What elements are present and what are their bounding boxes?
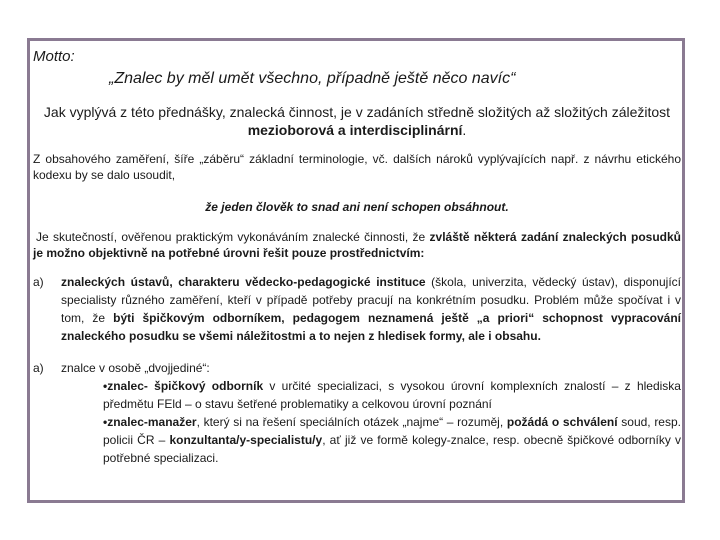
- institutes-bold-2: býti špičkovým odborníkem, pedagogem neznamená ještě „a priori“ schopnost vypracování znaleckého posudku se všemi náležitostmi a to nejen z hledisek formy, ale i obsahu.: [61, 311, 681, 343]
- bullet-manager: [103, 413, 681, 467]
- motto-label: Motto:: [33, 48, 75, 65]
- intro-paragraph: [33, 103, 681, 139]
- bullet-manager-text: , který si na řešení speciálních otázek „najme“ – rozuměj,: [196, 415, 507, 429]
- bullet-manager-text-3: , ať již ve formě kolegy-znalce, resp. obecně špičkové odborníky v potřebné specializaci.: [103, 433, 681, 465]
- slide-content: [33, 48, 681, 467]
- list-item-expert: [33, 359, 681, 377]
- bullet-specialist: [103, 377, 681, 413]
- reality-text-1: Je skutečností, ověřenou praktickým vykonáváním znalecké činnosti, že: [36, 230, 430, 244]
- bullet-manager-text-2: soud, resp. policii ČR –: [103, 415, 681, 447]
- emphasis-line: že jeden člověk to snad ani není schopen obsáhnout.: [205, 200, 509, 214]
- list-item-institutes: [33, 273, 681, 345]
- intro-text-3: .: [462, 122, 467, 138]
- institutes-bold: znaleckých ústavů, charakteru vědecko-pedagogické instituce: [61, 275, 426, 289]
- list-item-text: [61, 359, 681, 377]
- bullet-manager-bold-3: konzultanta/y-specialistu/y: [169, 433, 323, 447]
- reality-paragraph: [33, 229, 681, 261]
- list-item-text: [61, 273, 681, 345]
- motto-quote: „Znalec by měl umět všechno, případně ještě něco navíc“: [109, 70, 516, 87]
- bullet-specialist-bold: •znalec- špičkový odborník: [103, 379, 264, 393]
- institutes-text: (škola, univerzita, vědecký ústav), disponující specialisty různého zaměření, kteří v případě potřeby pracují na konkrétním posudku. Problém může spočívat i v tom, že: [61, 275, 681, 325]
- bullet-manager-bold: •znalec-manažer: [103, 415, 197, 429]
- list-marker: a): [33, 275, 44, 289]
- intro-text-1: Jak vyplývá z této přednášky, znalecká činnost, je v zadáních středně složitých až složitých záležitost: [43, 104, 671, 120]
- bullet-specialist-text: v určité specializaci, s vysokou úrovní komplexních znalostí – z hlediska předmětu FEld – o stavu šetřené problematiky a celkovou úrovní poznání: [103, 379, 681, 411]
- list-marker: a): [33, 361, 44, 375]
- reality-bold: zvláště některá zadání znaleckých posudků je možno objektivně na potřebné úrovni řešit pouze prostřednictvím:: [33, 230, 681, 260]
- scope-paragraph: Z obsahového zaměření, šíře „záběru“ základní terminologie, vč. dalších nároků vyplývajících např. z návrhu etického kodexu by se dalo usoudit,: [33, 152, 681, 182]
- bullet-manager-bold-2: požádá o schválení: [506, 415, 618, 429]
- expert-intro: znalce v osobě „dvojjediné“:: [61, 361, 210, 375]
- intro-bold: mezioborová a interdisciplinární: [247, 122, 463, 138]
- expert-bullets: [103, 377, 681, 467]
